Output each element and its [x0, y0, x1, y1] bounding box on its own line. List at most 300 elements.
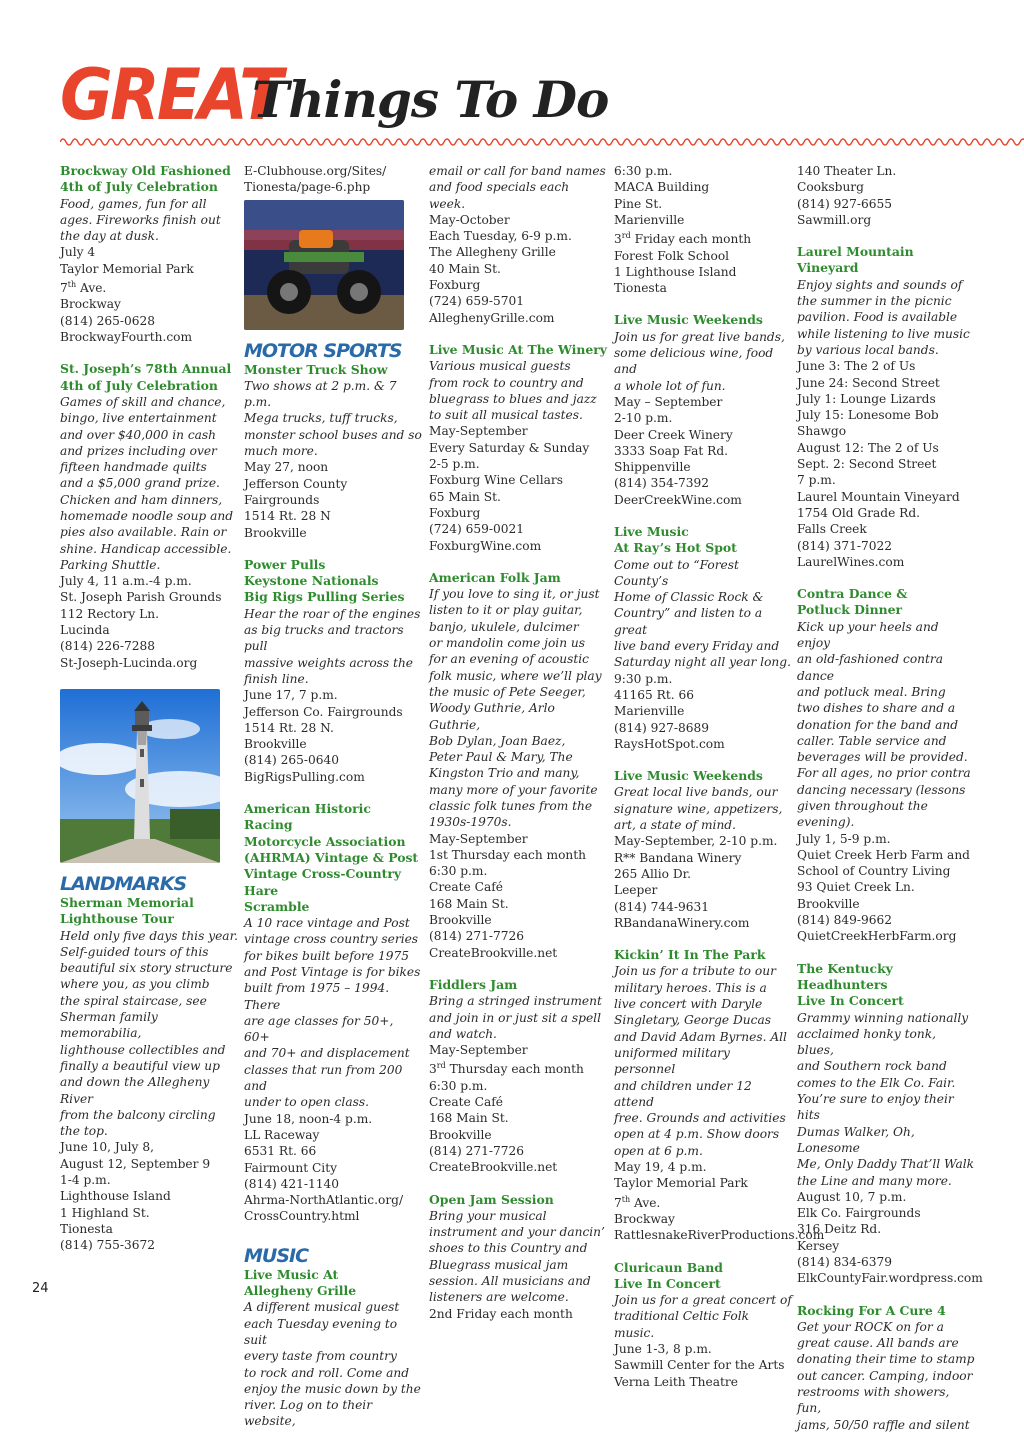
event-info-line: RaysHotSpot.com: [614, 736, 725, 751]
event-info-line: Brookville: [244, 525, 307, 540]
event-description-line: or mandolin come join us: [429, 636, 586, 651]
event-info-line: Fairmount City: [244, 1160, 337, 1175]
event-info-line: (814) 421-1140: [244, 1176, 340, 1191]
event-description-line: Join us for a great concert of: [614, 1293, 792, 1308]
event-description-line: Home of Classic Rock &: [614, 590, 764, 605]
event-description-line: pies also available. Rain or: [60, 525, 227, 540]
event-description-line: many more of your favorite: [429, 782, 598, 797]
event-description-line: shoes to this Country and: [429, 1241, 588, 1256]
event-description-line: for an evening of acoustic: [429, 652, 589, 667]
event-info-line: 7th Ave.: [614, 1194, 661, 1210]
event-info-line: 2-5 p.m.: [429, 457, 480, 472]
event-description-line: and watch.: [429, 1026, 497, 1041]
event-info-line: 6531 Rt. 66: [244, 1144, 317, 1159]
event-description-line: Parking Shuttle.: [60, 557, 161, 572]
event-rocking-for-a-cure: [797, 1303, 975, 1433]
event-description-line: Various musical guests: [429, 359, 571, 374]
event-description-line: banjo, ukulele, dulcimer: [429, 619, 579, 634]
event-title-line: Scramble: [244, 898, 310, 914]
event-description-line: fifteen handmade quilts: [60, 460, 207, 475]
event-description-line: finally a beautiful view up: [60, 1058, 220, 1073]
event-info-line: 3rd Thursday each month: [429, 1061, 584, 1077]
event-description-line: open at 6 p.m.: [614, 1143, 703, 1158]
event-description-line: beautiful six story structure: [60, 961, 233, 976]
event-description-line: traditional Celtic Folk music.: [614, 1309, 750, 1340]
event-laurel-mountain: [797, 244, 975, 570]
event-info-line: (814) 834-6379: [797, 1255, 893, 1269]
event-info-line: ElkCountyFair.wordpress.com: [797, 1271, 983, 1286]
event-description-line: Join us for great live bands,: [614, 329, 785, 344]
event-description-line: restrooms with showers, fun,: [797, 1385, 950, 1416]
event-description-line: built from 1975 – 1994. There: [244, 981, 390, 1012]
event-info-line: 1st Thursday each month: [429, 847, 587, 862]
event-info-line: June 10, July 8,: [60, 1140, 154, 1155]
event-info-line: AlleghenyGrille.com: [429, 310, 555, 325]
event-ahrma-racing: [244, 801, 422, 1225]
event-info-line: July 15: Lonesome Bob: [797, 408, 939, 423]
event-description-line: You’re sure to enjoy their hits: [797, 1092, 954, 1123]
event-description-line: some delicious wine, food and: [614, 346, 774, 377]
event-info-line: FoxburgWine.com: [429, 538, 542, 553]
event-info-line: Laurel Mountain Vineyard: [797, 489, 960, 504]
event-info-line: July 4: [60, 245, 96, 260]
event-description-line: by various local bands.: [797, 342, 939, 357]
event-description-line: bluegrass to blues and jazz: [429, 391, 597, 406]
event-fiddlers-jam: [429, 977, 607, 1176]
event-description-line: Sherman family memorabilia,: [60, 1010, 158, 1041]
event-info-line: June 24: Second Street: [797, 375, 940, 390]
event-description-line: and Post Vintage is for bikes: [244, 964, 421, 979]
event-description-line: for bikes built before 1975: [244, 948, 409, 963]
event-description-line: Chicken and ham dinners,: [60, 492, 223, 507]
event-info-line: E-Clubhouse.org/Sites/: [244, 164, 387, 178]
event-contra-dance: [797, 586, 975, 945]
event-info-line: Tionesta: [614, 281, 667, 296]
event-description-line: great cause. All bands are: [797, 1336, 959, 1351]
event-title-line: Live Music Weekends: [614, 312, 763, 328]
event-info-line: St-Joseph-Lucinda.org: [60, 655, 198, 670]
event-monster-truck: [244, 362, 422, 541]
event-info-line: May-September, 2-10 p.m.: [614, 834, 778, 849]
event-title-line: Contra Dance &: [797, 586, 908, 602]
event-title-line: Power Pulls: [244, 556, 326, 572]
event-cluricaun: [614, 1260, 792, 1390]
column-2: [244, 163, 422, 1430]
event-info-line: August 12, September 9: [60, 1156, 211, 1171]
event-info-line: (814) 755-3672: [60, 1238, 156, 1253]
event-info-line: CreateBrookville.net: [429, 1160, 558, 1175]
event-info-line: July 4, 11 a.m.-4 p.m.: [60, 574, 192, 589]
event-info-line: Verna Leith Theatre: [614, 1374, 738, 1389]
event-description-line: Mega trucks, tuff trucks,: [244, 411, 398, 426]
event-title-line: Open Jam Session: [429, 1191, 554, 1207]
event-description-line: Bluegrass musical jam: [429, 1257, 569, 1272]
event-description-line: while listening to live music: [797, 326, 970, 341]
event-info-line: Elk Co. Fairgrounds: [797, 1206, 921, 1221]
event-info-line: Create Café: [429, 1095, 503, 1110]
event-info-line: Brockway: [614, 1211, 675, 1226]
event-info-line: 9:30 p.m.: [614, 671, 673, 686]
event-title-line: Live Music Weekends: [614, 768, 763, 784]
event-description-line: and down the Allegheny River: [60, 1075, 210, 1106]
event-info-line: (814) 927-8689: [614, 720, 710, 735]
event-info-line: May-October: [429, 212, 510, 227]
event-info-line: Leeper: [614, 883, 658, 898]
event-description-line: Self-guided tours of this: [60, 944, 209, 959]
event-description-line: jams, 50/50 raffle and silent: [797, 1417, 970, 1432]
event-description-line: listen to it or play guitar,: [429, 603, 583, 618]
event-title-line: Kickin’ It In The Park: [614, 947, 766, 963]
event-info-line: 265 Allio Dr.: [614, 866, 691, 881]
event-info-line: Brookville: [797, 896, 860, 911]
section-music: MUSIC: [244, 1244, 309, 1267]
event-title-line: Brockway Old Fashioned: [60, 163, 231, 178]
event-description-line: dancing necessary (lessons: [797, 782, 966, 797]
event-description-line: lighthouse collectibles and: [60, 1042, 226, 1057]
event-title-line: Monster Truck Show: [244, 361, 388, 377]
event-description-line: are age classes for 50+, 60+: [244, 1013, 394, 1045]
event-info-line: 2-10 p.m.: [614, 411, 673, 426]
event-title-line: Live In Concert: [797, 993, 904, 1009]
event-info-line: Sawmill.org: [797, 212, 872, 227]
event-description-line: Food, games, fun for all: [60, 196, 207, 211]
event-info-line: 65 Main St.: [429, 489, 501, 504]
event-description-line: Games of skill and chance,: [60, 394, 226, 409]
event-description-line: homemade noodle soup and: [60, 509, 234, 523]
event-title-line: Rocking For A Cure 4: [797, 1302, 946, 1318]
event-description-line: Hear the roar of the engines: [244, 606, 421, 621]
page-number: 24: [32, 1281, 49, 1296]
event-info-line: 93 Quiet Creek Ln.: [797, 880, 915, 895]
event-description-line: an old-fashioned contra dance: [797, 652, 944, 683]
event-title-line: Keystone Nationals: [244, 573, 379, 589]
event-info-line: 7 p.m.: [797, 473, 836, 488]
event-description-line: Peter Paul & Mary, The: [429, 750, 573, 765]
section-motor-sports: MOTOR SPORTS: [244, 339, 402, 362]
event-sherman-lighthouse: [60, 895, 238, 1254]
event-info-line: Taylor Memorial Park: [60, 261, 194, 276]
event-title-line: The Kentucky Headhunters: [797, 960, 893, 992]
event-description-line: Enjoy sights and sounds of: [797, 277, 963, 292]
event-info-line: July 1, 5-9 p.m.: [797, 831, 891, 846]
event-info-line: 112 Rectory Ln.: [60, 606, 159, 621]
event-description-line: A different musical guest: [244, 1300, 400, 1315]
event-info-line: Kersey: [797, 1238, 840, 1253]
event-info-line: CreateBrookville.net: [429, 945, 558, 960]
event-allegheny-grille: [244, 1267, 422, 1430]
event-info-line: 1754 Old Grade Rd.: [797, 505, 921, 520]
event-info-line: QuietCreekHerbFarm.org: [797, 929, 957, 944]
event-description-line: and a $5,000 grand prize.: [60, 476, 220, 491]
event-description-line: Woody Guthrie, Arlo Guthrie,: [429, 701, 555, 732]
event-info-line: Foxburg Wine Cellars: [429, 473, 563, 488]
event-description-line: each Tuesday evening to suit: [244, 1316, 398, 1347]
event-description-line: and prizes including over: [60, 443, 217, 458]
event-description-line: Kick up your heels and enjoy: [797, 619, 939, 651]
event-description-line: out cancer. Camping, indoor: [797, 1368, 973, 1383]
event-kickin-it: [614, 947, 825, 1243]
event-info-line: 3rd Friday each month: [614, 231, 752, 247]
event-description-line: to suit all musical tastes.: [429, 408, 583, 423]
event-american-folk-jam: [429, 570, 607, 961]
event-description-line: free. Grounds and activities: [614, 1111, 786, 1126]
event-description-line: and David Adam Byrnes. All: [614, 1029, 787, 1044]
event-description-line: uniformed military personnel: [614, 1045, 730, 1077]
event-title-line: Lighthouse Tour: [60, 911, 174, 927]
event-description-line: monster school buses and so: [244, 427, 422, 442]
event-allegheny-grille-cont: [429, 163, 607, 326]
event-info-line: Lucinda: [60, 623, 110, 638]
event-info-line: 140 Theater Ln.: [797, 164, 897, 178]
event-info-line: (814) 271-7726: [429, 929, 525, 944]
event-info-line: June 1-3, 8 p.m.: [614, 1342, 712, 1357]
event-info-line: Taylor Memorial Park: [614, 1176, 748, 1191]
event-description-line: to rock and roll. Come and: [244, 1365, 410, 1380]
event-description-line: If you love to sing it, or just: [429, 587, 600, 602]
event-description-line: Country” and listen to a great: [614, 606, 763, 637]
event-info-line: Sept. 2: Second Street: [797, 457, 937, 472]
event-info-line: Sawmill Center for the Arts: [614, 1358, 785, 1373]
event-title-line: Allegheny Grille: [244, 1283, 357, 1299]
event-info-line: Tionesta: [60, 1221, 113, 1236]
event-description-line: session. All musicians and: [429, 1274, 591, 1289]
event-description-line: vintage cross country series: [244, 932, 419, 947]
event-description-line: Two shows at 2 p.m. & 7 p.m.: [244, 378, 397, 410]
event-description-line: Bring a stringed instrument: [429, 994, 602, 1009]
event-description-line: where you, as you climb: [60, 977, 210, 992]
event-info-line: Tionesta/page-6.php: [244, 180, 371, 195]
event-info-line: 40 Main St.: [429, 261, 501, 276]
event-info-line: Foxburg: [429, 278, 481, 293]
event-info-line: Jefferson Co. Fairgrounds: [244, 704, 403, 719]
event-description-line: under to open class.: [244, 1095, 369, 1110]
event-title-line: St. Joseph’s 78th Annual: [60, 361, 232, 377]
event-info-line: Ahrma-NorthAtlantic.org/: [244, 1193, 404, 1208]
event-info-line: The Allegheny Grille: [429, 245, 556, 260]
event-description-line: from the balcony circling: [60, 1107, 216, 1122]
event-title-line: (AHRMA) Vintage & Post: [244, 849, 419, 865]
event-description-line: and 70+ and displacement: [244, 1046, 410, 1061]
event-info-line: Cooksburg: [797, 180, 864, 195]
event-description-line: the Line and many more.: [797, 1173, 952, 1188]
event-info-line: 6:30 p.m.: [429, 1078, 488, 1093]
event-sawmill-cont: [797, 163, 975, 228]
event-description-line: A 10 race vintage and Post: [244, 916, 410, 931]
event-rays-hot-spot: [614, 524, 792, 752]
event-info-line: Shippenville: [614, 460, 691, 475]
event-title-line: Fiddlers Jam: [429, 976, 518, 992]
event-info-line: School of Country Living: [797, 864, 951, 879]
event-description-line: the spiral staircase, see: [60, 993, 207, 1008]
event-info-line: 6:30 p.m.: [614, 164, 673, 178]
event-forest-folk-cont: [614, 163, 792, 296]
event-info-line: May – September: [614, 394, 723, 409]
event-info-line: (814) 371-7022: [797, 538, 893, 553]
event-description-line: live concert with Daryle: [614, 997, 763, 1012]
section-landmarks: LANDMARKS: [60, 872, 187, 895]
event-info-line: (814) 354-7392: [614, 476, 710, 491]
event-info-line: Brookville: [429, 1127, 492, 1142]
event-description-line: Saturday night all year long.: [614, 655, 791, 670]
event-title-line: Live Music At: [244, 1266, 339, 1282]
event-info-line: June 3: The 2 of Us: [797, 359, 916, 374]
event-title-line: Laurel Mountain Vineyard: [797, 244, 914, 276]
event-info-line: May 19, 4 p.m.: [614, 1159, 707, 1174]
event-info-line: Marienville: [614, 704, 685, 719]
event-info-line: Every Saturday & Sunday: [429, 440, 590, 455]
event-description-line: Grammy winning nationally: [797, 1010, 969, 1025]
event-description-line: folk music, where we’ll play: [429, 668, 602, 683]
event-info-line: 316 Deitz Rd.: [797, 1222, 882, 1237]
event-description-line: the day at dusk.: [60, 229, 159, 244]
event-description-line: a whole lot of fun.: [614, 378, 726, 393]
header-things-to-do: Things To Do: [252, 70, 609, 129]
event-description-line: Singletary, George Ducas: [614, 1013, 771, 1028]
event-description-line: open at 4 p.m. Show doors: [614, 1127, 780, 1142]
event-info-line: Quiet Creek Herb Farm and: [797, 847, 970, 862]
event-description-line: donation for the band and: [797, 717, 959, 732]
event-info-line: R** Bandana Winery: [614, 850, 742, 865]
event-description-line: Join us for a tribute to our: [614, 964, 776, 979]
event-info-line: (814) 226-7288: [60, 639, 156, 654]
event-description-line: comes to the Elk Co. Fair.: [797, 1075, 956, 1090]
event-description-line: two dishes to share and a: [797, 701, 956, 716]
event-description-line: beverages will be provided.: [797, 750, 968, 765]
event-info-line: Create Café: [429, 880, 503, 895]
column-1: [60, 163, 238, 1254]
event-description-line: email or call for band names: [429, 164, 606, 178]
event-description-line: instrument and your dancin’: [429, 1225, 605, 1240]
event-info-line: May-September: [429, 1043, 528, 1058]
event-description-line: donating their time to stamp: [797, 1352, 975, 1367]
event-description-line: from rock to country and: [429, 375, 584, 390]
event-description-line: classic folk tunes from the: [429, 798, 593, 813]
event-description-line: caller. Table service and: [797, 733, 947, 748]
event-title-line: Potluck Dinner: [797, 602, 903, 618]
event-info-line: 41165 Rt. 66: [614, 687, 694, 702]
event-description-line: listeners are welcome.: [429, 1290, 569, 1305]
event-info-line: 1514 Rt. 28 N: [244, 509, 331, 524]
event-info-line: 1 Highland St.: [60, 1205, 150, 1220]
event-info-line: LaurelWines.com: [797, 554, 905, 569]
event-info-line: 6:30 p.m.: [429, 864, 488, 879]
event-info-line: August 10, 7 p.m.: [797, 1189, 907, 1204]
event-title-line: Vintage Cross-Country Hare: [244, 866, 402, 898]
event-description-line: much more.: [244, 444, 318, 459]
event-description-line: ages. Fireworks finish out: [60, 212, 221, 227]
event-info-line: 168 Main St.: [429, 896, 509, 911]
event-info-line: (724) 659-0021: [429, 522, 525, 537]
event-description-line: bingo, live entertainment: [60, 411, 217, 426]
event-title-line: 4th of July Celebration: [60, 377, 218, 393]
event-info-line: RattlesnakeRiverProductions.com: [614, 1228, 825, 1243]
event-description-line: and join in or just sit a spell: [429, 1010, 601, 1025]
event-info-line: Foxburg: [429, 505, 481, 520]
event-info-line: (814) 744-9631: [614, 899, 710, 914]
event-info-line: June 17, 7 p.m.: [244, 688, 338, 703]
column-3: [429, 163, 607, 1322]
event-description-line: Kingston Trio and many,: [429, 766, 580, 781]
event-description-line: live band every Friday and: [614, 639, 780, 654]
event-deer-creek: [614, 312, 792, 508]
event-info-line: BigRigsPulling.com: [244, 769, 365, 784]
event-description-line: massive weights across the: [244, 655, 414, 670]
event-info-line: Deer Creek Winery: [614, 427, 733, 442]
event-info-line: (814) 271-7726: [429, 1143, 525, 1158]
event-open-jam-session: [429, 1192, 607, 1322]
event-title-line: Live Music: [614, 524, 689, 539]
event-info-line: July 1: Lounge Lizards: [797, 391, 936, 406]
event-description-line: military heroes. This is a: [614, 980, 767, 995]
event-kentucky-headhunters: [797, 960, 983, 1287]
event-title-line: At Ray’s Hot Spot: [614, 540, 737, 556]
event-info-line: Forest Folk School: [614, 248, 730, 263]
event-description-line: every taste from country: [244, 1349, 397, 1364]
event-info-line: DeerCreekWine.com: [614, 492, 742, 507]
event-title-line: American Folk Jam: [429, 569, 561, 585]
event-info-line: Lighthouse Island: [60, 1189, 171, 1204]
event-description-line: classes that run from 200 and: [244, 1062, 403, 1094]
event-description-line: acclaimed honky tonk, blues,: [797, 1026, 936, 1058]
event-info-line: RBandanaWinery.com: [614, 915, 750, 930]
event-description-line: For all ages, no prior contra: [797, 766, 971, 781]
event-description-line: Come out to “Forest County’s: [614, 557, 739, 588]
event-info-line: August 12: The 2 of Us: [797, 440, 939, 455]
event-description-line: and children under 12 attend: [614, 1078, 752, 1109]
event-info-line: BrockwayFourth.com: [60, 330, 193, 345]
event-title-line: Live In Concert: [614, 1275, 721, 1291]
event-description-line: and Southern rock band: [797, 1059, 947, 1074]
event-info-line: Falls Creek: [797, 522, 867, 537]
event-title-line: Big Rigs Pulling Series: [244, 589, 405, 605]
event-title-line: American Historic Racing: [244, 801, 371, 833]
event-r-bandana: [614, 768, 792, 931]
event-description-line: river. Log on to their website,: [244, 1398, 373, 1429]
event-info-line: CrossCountry.html: [244, 1209, 360, 1224]
event-description-line: art, a state of mind.: [614, 818, 736, 833]
header-great: GREAT: [60, 54, 281, 136]
event-title-line: Sherman Memorial: [60, 894, 194, 910]
event-power-pulls: [244, 557, 422, 785]
event-description-line: 1930s-1970s.: [429, 815, 512, 830]
event-title-line: 4th of July Celebration: [60, 179, 218, 195]
event-description-line: pavilion. Food is available: [797, 310, 958, 325]
event-description-line: and over $40,000 in cash: [60, 427, 217, 442]
event-description-line: Me, Only Daddy That’ll Walk: [797, 1157, 975, 1172]
event-info-line: (814) 849-9662: [797, 913, 893, 928]
event-info-line: May-September: [429, 831, 528, 846]
event-info-line: Each Tuesday, 6-9 p.m.: [429, 229, 572, 244]
event-info-line: Marienville: [614, 212, 685, 227]
event-description-line: the summer in the picnic: [797, 294, 952, 309]
event-info-line: Brookville: [244, 737, 307, 752]
event-description-line: and potluck meal. Bring: [797, 684, 946, 699]
event-info-line: 3333 Soap Fat Rd.: [614, 443, 729, 458]
event-info-line: MACA Building: [614, 180, 710, 195]
monster-truck-photo: [244, 200, 404, 330]
event-info-line: 7th Ave.: [60, 280, 107, 296]
event-info-line: St. Joseph Parish Grounds: [60, 590, 222, 605]
event-description-line: evening).: [797, 815, 855, 830]
event-info-line: LL Raceway: [244, 1127, 320, 1142]
event-info-line: Jefferson County Fairgrounds: [244, 476, 348, 507]
event-info-line: 2nd Friday each month: [429, 1306, 573, 1321]
event-info-line: (814) 265-0628: [60, 313, 156, 328]
event-info-line: Shawgo: [797, 424, 847, 439]
event-description-line: Dumas Walker, Oh, Lonesome: [797, 1124, 915, 1155]
event-info-line: Pine St.: [614, 196, 663, 211]
column-5: [797, 163, 983, 1433]
